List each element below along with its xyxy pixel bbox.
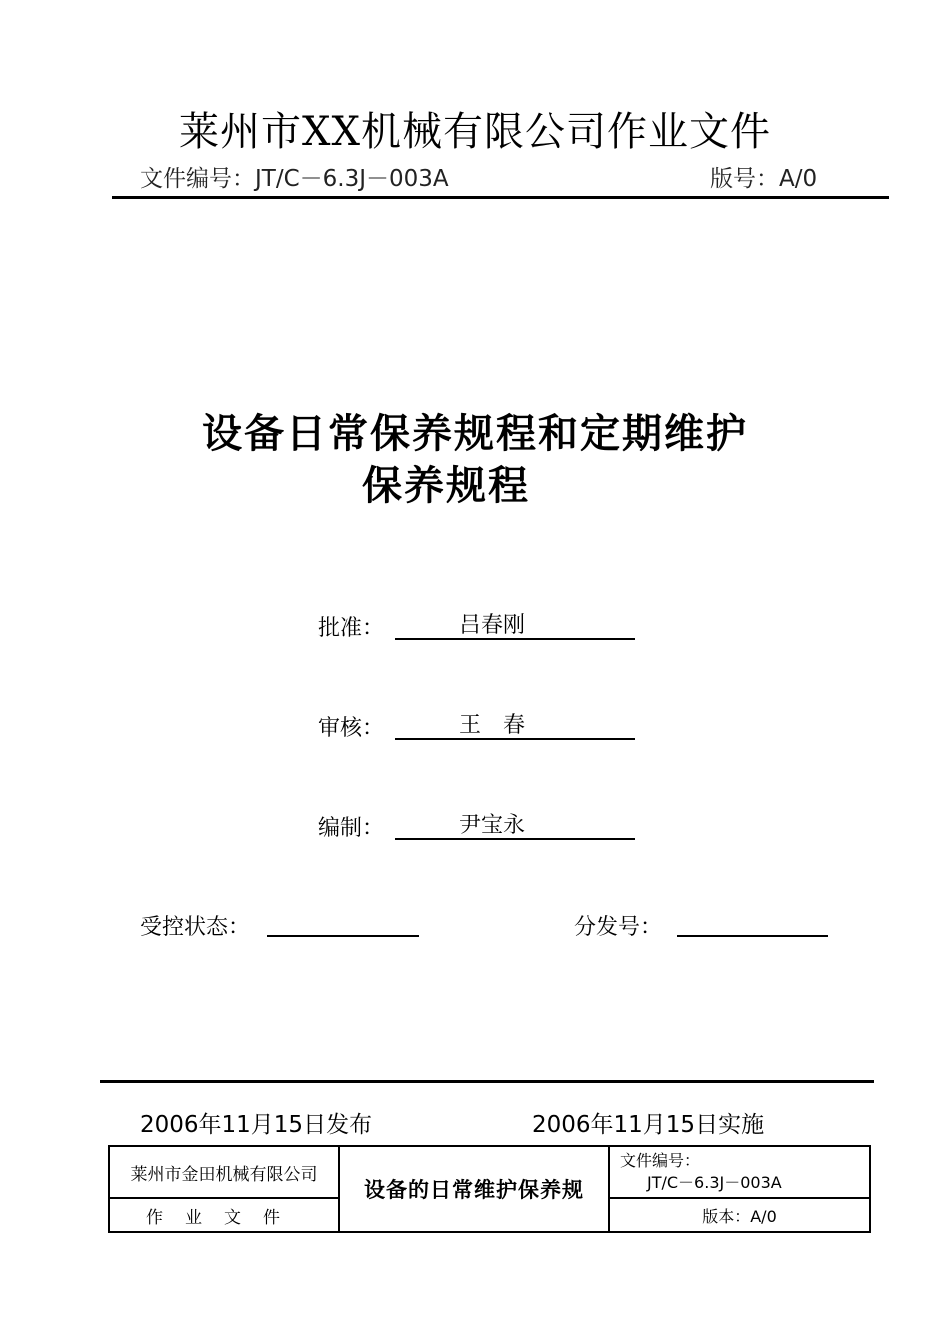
footer-document-type: 作业文件 bbox=[146, 1207, 302, 1228]
control-status-label: 受控状态： bbox=[140, 915, 251, 940]
prepared-by-field bbox=[395, 808, 635, 840]
prepared-by-label: 编制： bbox=[318, 816, 385, 841]
document-info-table bbox=[108, 1145, 871, 1233]
distribution-number-label: 分发号： bbox=[574, 915, 663, 940]
approval-field bbox=[395, 608, 635, 640]
footer-document-number-label: 文件编号： bbox=[620, 1151, 701, 1170]
footer-document-name-cell bbox=[339, 1146, 609, 1232]
header-divider bbox=[112, 196, 889, 199]
version-number: 版号：A/0 bbox=[710, 166, 818, 192]
review-field bbox=[395, 708, 635, 740]
footer-document-name: 设备的日常维护保养规 bbox=[364, 1178, 584, 1202]
review-value: 王 春 bbox=[459, 713, 526, 738]
distribution-number-field bbox=[677, 907, 828, 937]
footer-document-type-cell bbox=[109, 1198, 339, 1232]
footer-company: 莱州市金田机械有限公司 bbox=[130, 1164, 318, 1185]
control-status-field bbox=[267, 907, 419, 937]
review-label: 审核： bbox=[318, 716, 385, 741]
prepared-by-value: 尹宝永 bbox=[459, 813, 526, 838]
footer-version: 版本：A/0 bbox=[702, 1206, 777, 1226]
company-title: 莱州市XX机械有限公司作业文件 bbox=[179, 109, 771, 155]
document-title-line1: 设备日常保养规程和定期维护 bbox=[202, 411, 748, 457]
document-number: 文件编号：JT/C－6.3J－003A bbox=[140, 166, 449, 192]
approval-label: 批准： bbox=[318, 616, 385, 641]
document-title-line2: 保养规程 bbox=[362, 463, 530, 509]
effective-date: 2006年11月15日实施 bbox=[532, 1112, 765, 1138]
footer-document-number-cell bbox=[609, 1146, 870, 1198]
footer-divider bbox=[100, 1080, 874, 1083]
footer-version-cell bbox=[609, 1198, 870, 1232]
issue-date: 2006年11月15日发布 bbox=[140, 1112, 373, 1138]
footer-company-cell bbox=[109, 1146, 339, 1198]
footer-document-number-value: JT/C－6.3J－003A bbox=[647, 1173, 782, 1192]
approval-value: 吕春刚 bbox=[459, 613, 526, 638]
